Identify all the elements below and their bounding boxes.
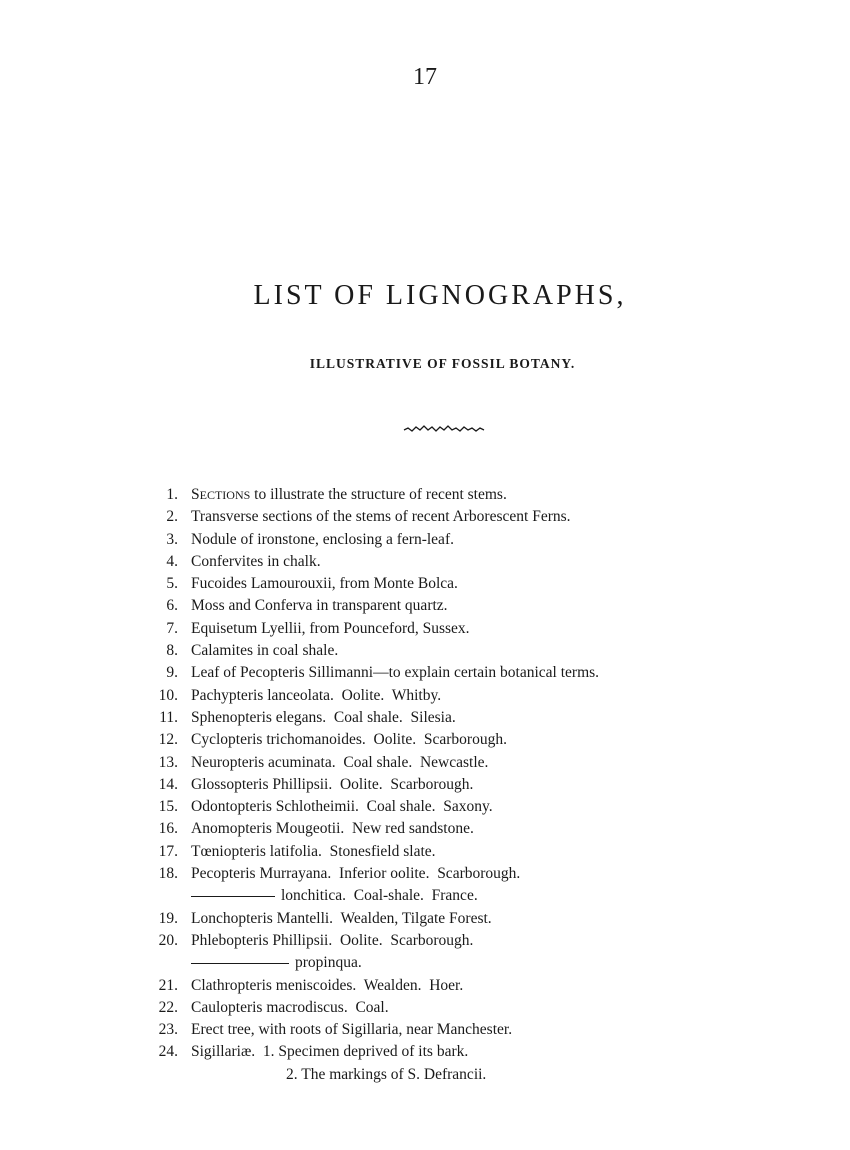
list-item-text <box>191 553 321 571</box>
list-item-label: Equisetum Lyellii, from Pounceford, Sussex. <box>191 619 470 637</box>
list-item <box>150 664 790 686</box>
list-item-label: Fucoides Lamourouxii, from Monte Bolca. <box>191 575 458 593</box>
list-item-number: 6. <box>166 597 178 615</box>
list-item-text <box>191 754 488 772</box>
list-item-label: Pecopteris Murrayana. Inferior oolite. Scarborough. <box>191 865 521 883</box>
list-item-number: 11. <box>159 708 178 726</box>
list-item <box>150 865 790 887</box>
list-item-label: lonchitica. Coal-shale. France. <box>281 887 478 905</box>
list-item <box>150 843 790 865</box>
list-item-number: 8. <box>166 642 178 660</box>
list-item <box>150 798 790 820</box>
list-item <box>150 1043 790 1065</box>
list-item-label: to illustrate the structure of recent stems. <box>250 486 507 503</box>
list-item-number: 22. <box>158 998 178 1016</box>
small-caps-rest: ECTIONS <box>199 488 251 502</box>
list-item-label: Leaf of Pecopteris Sillimanni—to explain certain botanical terms. <box>191 664 600 682</box>
list-item-label: Transverse sections of the stems of recent Arborescent Ferns. <box>191 508 571 526</box>
list-item <box>150 553 790 575</box>
list-item-label: Odontopteris Schlotheimii. Coal shale. Saxony. <box>191 798 493 816</box>
list-item-text <box>191 932 473 950</box>
list-item <box>150 999 790 1021</box>
list-item-text <box>191 798 493 816</box>
list-item-label: Moss and Conferva in transparent quartz. <box>191 597 448 615</box>
list-item <box>150 687 790 709</box>
list-item-label: Glossopteris Phillipsii. Oolite. Scarborough. <box>191 775 474 793</box>
page-subtitle: ILLUSTRATIVE OF FOSSIL BOTANY. <box>309 356 576 371</box>
list-item <box>150 508 790 530</box>
list-item-number: 2. <box>166 508 178 526</box>
small-caps-initial: S <box>191 486 200 503</box>
list-item-text <box>191 999 389 1017</box>
list-item-number: 4. <box>166 552 178 570</box>
list-item-text <box>191 620 470 638</box>
list-item-number: 24. <box>158 1043 178 1061</box>
list-item-number: 3. <box>166 530 178 548</box>
list-item-text <box>191 865 520 883</box>
list-item-text <box>191 642 338 660</box>
list-item-text <box>191 776 473 794</box>
list-item-number: 14. <box>158 775 178 793</box>
list-item <box>150 887 790 909</box>
list-item-label: Lonchopteris Mantelli. Wealden, Tilgate Forest. <box>191 909 492 927</box>
lignograph-list <box>150 486 790 1088</box>
list-item-number: 19. <box>158 909 178 927</box>
page-number: 17 <box>413 64 437 90</box>
list-item-text <box>286 1066 486 1084</box>
ditto-dash <box>191 896 275 897</box>
list-item-text <box>191 1021 512 1039</box>
list-item-number: 18. <box>158 865 178 883</box>
list-item-number: 10. <box>158 686 178 704</box>
list-item-number: 9. <box>166 664 178 682</box>
list-item-text <box>191 687 441 705</box>
list-item <box>150 776 790 798</box>
list-item <box>150 1066 790 1088</box>
list-item <box>150 910 790 932</box>
list-item-label: Pachypteris lanceolata. Oolite. Whitby. <box>191 686 442 704</box>
ditto-dash <box>191 963 289 964</box>
list-item-label: Sphenopteris elegans. Coal shale. Silesia. <box>191 708 456 726</box>
list-item <box>150 486 790 508</box>
list-item-label: Calamites in coal shale. <box>191 642 339 660</box>
ornament-divider-icon <box>402 420 486 436</box>
list-item-number: 17. <box>158 842 178 860</box>
list-item <box>150 642 790 664</box>
list-item-text <box>191 843 436 861</box>
list-item-text <box>191 954 362 972</box>
list-item-label: Cyclopteris trichomanoides. Oolite. Scarborough. <box>191 731 507 749</box>
list-item-text <box>191 575 458 593</box>
list-item-text <box>191 887 478 905</box>
list-item-label: Anomopteris Mougeotii. New red sandstone. <box>191 820 474 838</box>
list-item <box>150 954 790 976</box>
list-item-label: Erect tree, with roots of Sigillaria, near Manchester. <box>191 1021 513 1039</box>
list-item-text <box>191 597 448 615</box>
list-item-text <box>191 531 454 549</box>
list-item <box>150 597 790 619</box>
list-item-text <box>191 709 456 727</box>
list-item-number: 13. <box>158 753 178 771</box>
list-item-label: Tœniopteris latifolia. Stonesfield slate. <box>191 842 436 860</box>
list-item-text <box>191 508 571 526</box>
list-item-label: Phlebopteris Phillipsii. Oolite. Scarborough. <box>191 931 474 949</box>
list-item-label: Nodule of ironstone, enclosing a fern-leaf. <box>191 530 454 548</box>
list-item <box>150 1021 790 1043</box>
list-item-number: 12. <box>158 731 178 749</box>
list-item-number: 20. <box>158 931 178 949</box>
list-item-text <box>191 486 507 504</box>
page-title: LIST OF LIGNOGRAPHS, <box>253 280 627 311</box>
list-item-text <box>191 977 463 995</box>
list-item-text <box>191 910 492 928</box>
list-item-label: Confervites in chalk. <box>191 552 321 570</box>
list-item <box>150 820 790 842</box>
list-item-number: 1. <box>166 486 178 503</box>
list-item <box>150 754 790 776</box>
list-item-text <box>191 731 507 749</box>
list-item-label: 2. The markings of S. Defrancii. <box>286 1065 487 1083</box>
list-item <box>150 977 790 999</box>
list-item <box>150 575 790 597</box>
list-item-label: Clathropteris meniscoides. Wealden. Hoer. <box>191 976 464 994</box>
list-item <box>150 731 790 753</box>
list-item-number: 5. <box>166 575 178 593</box>
list-item-text <box>191 820 474 838</box>
list-item-number: 15. <box>158 798 178 816</box>
list-item-label: Sigillariæ. 1. Specimen deprived of its bark. <box>191 1043 469 1061</box>
list-item <box>150 531 790 553</box>
list-item-label: Neuropteris acuminata. Coal shale. Newcastle. <box>191 753 489 771</box>
list-item <box>150 709 790 731</box>
list-item-number: 7. <box>166 619 178 637</box>
list-item-label: Caulopteris macrodiscus. Coal. <box>191 998 389 1016</box>
list-item <box>150 620 790 642</box>
list-item-label: propinqua. <box>295 954 362 972</box>
list-item <box>150 932 790 954</box>
list-item-text <box>191 1043 468 1061</box>
list-item-number: 23. <box>158 1021 178 1039</box>
list-item-number: 21. <box>158 976 178 994</box>
list-item-number: 16. <box>158 820 178 838</box>
list-item-text <box>191 664 599 682</box>
